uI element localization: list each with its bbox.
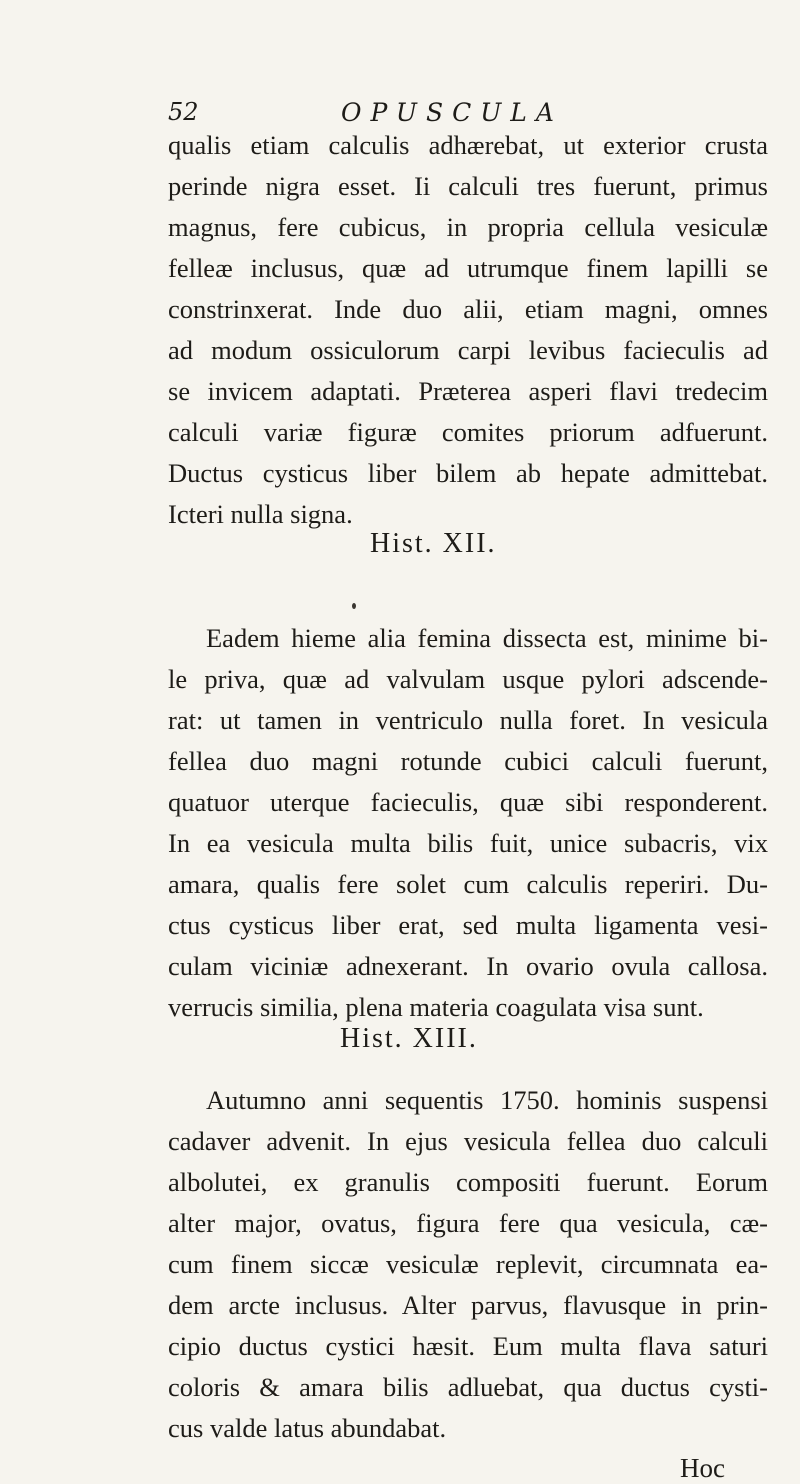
catchword: Hoc [680, 1453, 725, 1483]
text-line: calculi variæ figuræ comites priorum adfuerunt. [168, 417, 768, 447]
text-line: albolutei, ex granulis compositi fuerunt. Eorum [168, 1167, 768, 1197]
text-line: perinde nigra esset. Ii calculi tres fuerunt, primus [168, 171, 768, 201]
text-line: coloris & amara bilis adluebat, qua ductus cysti- [168, 1372, 768, 1402]
page-number: 52 [168, 98, 199, 126]
running-title: OPUSCULA [341, 98, 563, 127]
text-line: ad modum ossiculorum carpi levibus facieculis ad [168, 335, 768, 365]
text-line: culam viciniæ adnexerant. In ovario ovula callosa. [168, 951, 768, 981]
text-line: Ductus cysticus liber bilem ab hepate admittebat. [168, 458, 768, 488]
ink-speck [352, 603, 356, 609]
text-line: alter major, ovatus, figura fere qua vesicula, cæ- [168, 1208, 768, 1238]
paragraph-2 [168, 618, 768, 1028]
text-line: dem arcte inclusus. Alter parvus, flavusque in prin- [168, 1290, 768, 1320]
section-heading-hist-xiii: Hist. XIII. [340, 1023, 478, 1054]
text-line: quatuor uterque facieculis, quæ sibi responderent. [168, 787, 768, 817]
text-line: magnus, fere cubicus, in propria cellula vesiculæ [168, 212, 768, 242]
text-line: Autumno anni sequentis 1750. hominis suspensi [206, 1085, 768, 1115]
text-line: fellea duo magni rotunde cubici calculi fuerunt, [168, 746, 768, 776]
text-line: Eadem hieme alia femina dissecta est, minime bi- [206, 623, 768, 653]
text-line: cum finem siccæ vesiculæ replevit, circumnata ea- [168, 1249, 768, 1279]
paragraph-3 [168, 1080, 768, 1449]
text-line: cipio ductus cystici hæsit. Eum multa flava saturi [168, 1331, 768, 1361]
text-line: Icteri nulla signa. [168, 499, 353, 529]
text-line: amara, qualis fere solet cum calculis reperiri. Du- [168, 869, 768, 899]
text-line: le priva, quæ ad valvulam usque pylori adscende- [168, 664, 768, 694]
text-line: felleæ inclusus, quæ ad utrumque finem lapilli se [168, 253, 768, 283]
text-line: ctus cysticus liber erat, sed multa ligamenta vesi- [168, 910, 768, 940]
text-line: qualis etiam calculis adhærebat, ut exterior crusta [168, 130, 768, 160]
paragraph-1 [168, 125, 768, 535]
text-line: se invicem adaptati. Præterea asperi flavi tredecim [168, 376, 768, 406]
section-heading-hist-xii: Hist. XII. [370, 528, 497, 559]
text-line: cadaver advenit. In ejus vesicula fellea duo calculi [168, 1126, 768, 1156]
text-line: In ea vesicula multa bilis fuit, unice subacris, vix [168, 828, 768, 858]
text-line: cus valde latus abundabat. [168, 1413, 447, 1443]
text-line: constrinxerat. Inde duo alii, etiam magni, omnes [168, 294, 768, 324]
text-line: rat: ut tamen in ventriculo nulla foret. In vesicula [168, 705, 768, 735]
text-line: verrucis similia, plena materia coagulata visa sunt. [168, 992, 704, 1022]
